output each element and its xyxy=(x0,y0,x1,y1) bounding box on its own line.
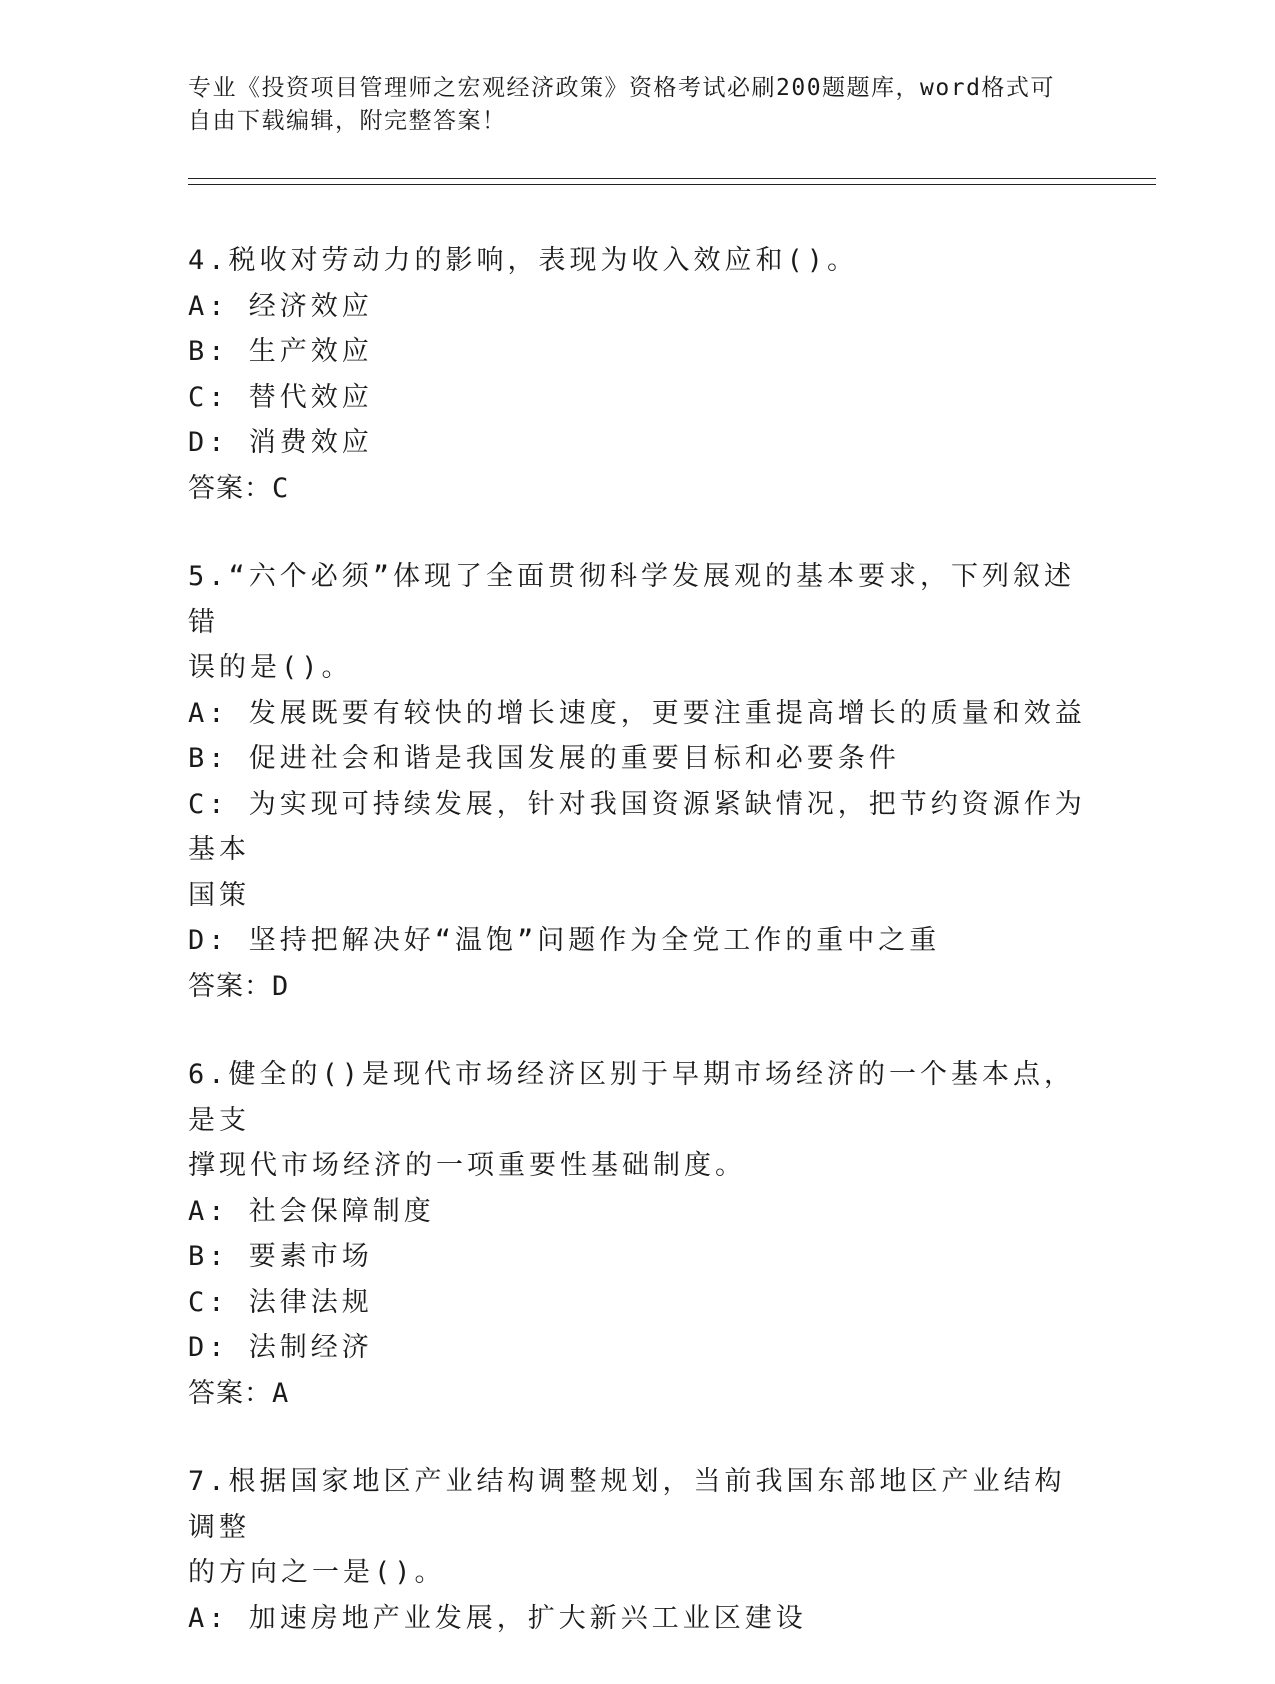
question-stem-line: 6.健全的()是现代市场经济区别于早期市场经济的一个基本点，是支 xyxy=(188,1059,1076,1136)
document-header xyxy=(188,72,1068,138)
question-block xyxy=(188,1459,1088,1641)
answer-label: 答案： xyxy=(188,472,272,503)
option-line: A: 发展既要有较快的增长速度，更要注重提高增长的质量和效益 xyxy=(188,697,1086,729)
option-line: D: 法制经济 xyxy=(188,1332,373,1363)
option-line: D: 消费效应 xyxy=(188,427,373,458)
question-stem-line: 误的是()。 xyxy=(188,652,353,683)
answer-line xyxy=(188,466,1088,512)
option-line: B: 要素市场 xyxy=(188,1241,373,1272)
option-line: B: 生产效应 xyxy=(188,336,373,367)
question-block xyxy=(188,1052,1088,1416)
option-line: A: 经济效应 xyxy=(188,290,373,322)
question-stem-line: 撑现代市场经济的一项重要性基础制度。 xyxy=(188,1150,746,1181)
question-block xyxy=(188,238,1088,511)
option-line: D: 坚持把解决好“温饱”问题作为全党工作的重中之重 xyxy=(188,925,941,956)
question-list xyxy=(188,238,1088,1684)
option-line: A: 加速房地产业发展，扩大新兴工业区建设 xyxy=(188,1602,807,1634)
answer-label: 答案： xyxy=(188,1377,272,1408)
answer-value: A xyxy=(272,1377,290,1409)
header-line-2: 自由下载编辑，附完整答案！ xyxy=(188,108,507,134)
question-stem-line: 4.税收对劳动力的影响，表现为收入效应和()。 xyxy=(188,245,859,276)
question-stem-line: 5.“六个必须”体现了全面贯彻科学发展观的基本要求，下列叙述错 xyxy=(188,561,1076,638)
option-line: A: 社会保障制度 xyxy=(188,1195,435,1227)
answer-value: D xyxy=(272,970,290,1002)
header-divider-bottom xyxy=(188,184,1156,185)
question-stem-line: 7.根据国家地区产业结构调整规划，当前我国东部地区产业结构调整 xyxy=(188,1466,1066,1543)
answer-line xyxy=(188,1371,1088,1417)
answer-label: 答案： xyxy=(188,970,272,1001)
answer-value: C xyxy=(272,472,290,504)
option-line: B: 促进社会和谐是我国发展的重要目标和必要条件 xyxy=(188,743,900,774)
answer-line xyxy=(188,964,1088,1010)
question-block xyxy=(188,554,1088,1009)
header-divider-top xyxy=(188,178,1156,179)
option-line: C: 替代效应 xyxy=(188,381,373,413)
option-line: C: 为实现可持续发展，针对我国资源紧缺情况，把节约资源作为基本 xyxy=(188,788,1086,865)
option-line: C: 法律法规 xyxy=(188,1286,373,1318)
header-line-1: 专业《投资项目管理师之宏观经济政策》资格考试必刷200题题库，word格式可 xyxy=(188,75,1055,101)
question-stem-line: 的方向之一是()。 xyxy=(188,1557,446,1588)
option-line: 国策 xyxy=(188,879,250,911)
